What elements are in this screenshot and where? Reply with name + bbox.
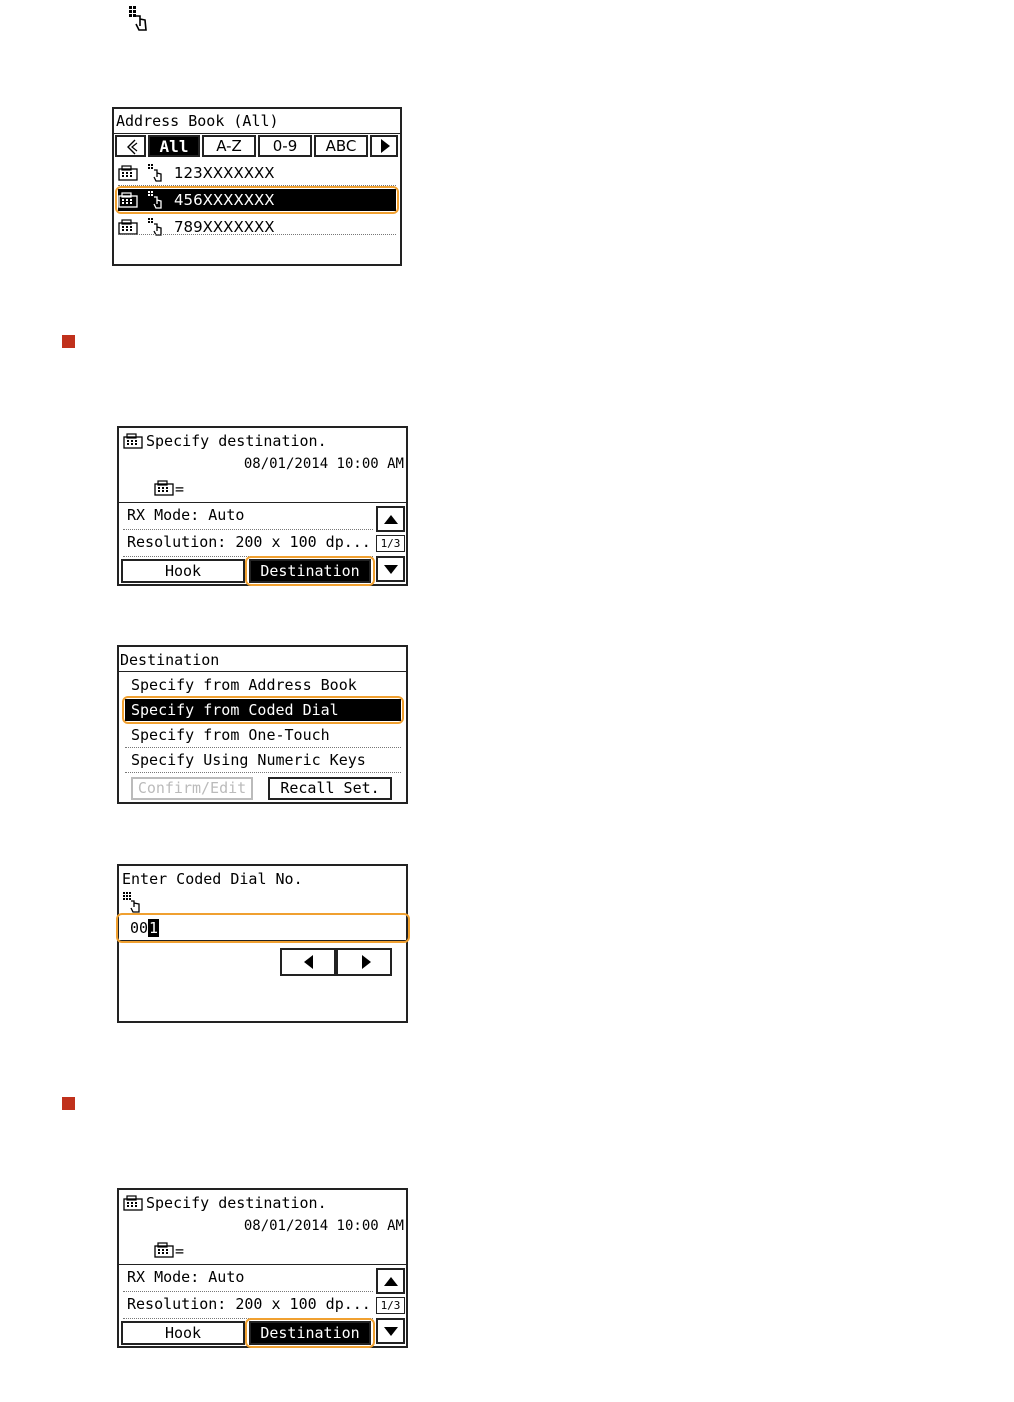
menu-item-one-touch[interactable]: Specify from One-Touch bbox=[131, 726, 330, 744]
setting-resolution[interactable]: Resolution: 200 x 100 dp... bbox=[127, 533, 371, 551]
datetime: 08/01/2014 10:00 AM bbox=[243, 456, 404, 472]
destination-field[interactable]: = bbox=[175, 480, 185, 498]
tab-a-z[interactable]: A-Z bbox=[202, 135, 256, 157]
datetime: 08/01/2014 10:00 AM bbox=[243, 1218, 404, 1234]
address-book-screen bbox=[112, 107, 402, 266]
destination-menu-screen bbox=[117, 645, 408, 804]
entry-number: 789XXXXXXX bbox=[174, 218, 275, 236]
menu-item-label: Specify from Coded Dial bbox=[131, 701, 339, 719]
destination-button[interactable]: Destination bbox=[249, 559, 371, 583]
down-arrow-icon bbox=[384, 565, 398, 574]
coded-dial-icon bbox=[122, 891, 144, 913]
address-book-title: Address Book (All) bbox=[116, 112, 279, 130]
scroll-down-button[interactable] bbox=[376, 1318, 405, 1344]
menu-item-numeric-keys[interactable]: Specify Using Numeric Keys bbox=[131, 751, 366, 769]
coded-dial-title: Enter Coded Dial No. bbox=[122, 870, 303, 888]
tab-next-button[interactable] bbox=[370, 135, 398, 157]
tab-all[interactable]: All bbox=[148, 135, 200, 157]
fax-icon bbox=[118, 165, 138, 181]
selection-highlight bbox=[116, 913, 410, 943]
selection-highlight bbox=[115, 186, 399, 214]
coded-dial-icon bbox=[146, 163, 166, 183]
page-indicator: 1/3 bbox=[376, 1297, 405, 1314]
fax-icon bbox=[123, 1195, 143, 1211]
tab-back-button[interactable] bbox=[115, 135, 146, 157]
up-arrow-icon bbox=[384, 515, 398, 524]
scroll-up-button[interactable] bbox=[376, 506, 405, 532]
page-indicator: 1/3 bbox=[376, 535, 405, 552]
section-bullet bbox=[62, 335, 75, 348]
menu-item-address-book[interactable]: Specify from Address Book bbox=[131, 676, 357, 694]
input-value: 00 bbox=[130, 919, 149, 937]
entry-number: 456XXXXXXX bbox=[174, 191, 275, 209]
left-arrow-icon bbox=[304, 955, 313, 969]
list-item[interactable] bbox=[114, 161, 400, 185]
selection-highlight bbox=[245, 556, 375, 586]
destination-button[interactable]: Destination bbox=[249, 1321, 371, 1345]
setting-rx-mode[interactable]: RX Mode: Auto bbox=[127, 1268, 245, 1286]
destination-field[interactable]: = bbox=[175, 1242, 185, 1260]
tab-abc[interactable]: ABC bbox=[314, 135, 368, 157]
screen-header: Specify destination. bbox=[146, 1194, 327, 1212]
fax-icon bbox=[154, 1242, 174, 1258]
back-arrow-icon bbox=[125, 139, 139, 155]
menu-title: Destination bbox=[120, 651, 220, 669]
tab-0-9[interactable]: 0-9 bbox=[258, 135, 312, 157]
scroll-up-button[interactable] bbox=[376, 1268, 405, 1294]
hook-button[interactable]: Hook bbox=[121, 559, 245, 583]
selection-highlight bbox=[122, 696, 404, 724]
hook-button[interactable]: Hook bbox=[121, 1321, 245, 1345]
right-arrow-icon bbox=[381, 139, 390, 153]
scroll-down-button[interactable] bbox=[376, 556, 405, 582]
cursor-left-button[interactable] bbox=[280, 948, 336, 976]
fax-icon bbox=[154, 480, 174, 496]
fax-icon bbox=[118, 219, 138, 235]
cursor-right-button[interactable] bbox=[336, 948, 392, 976]
fax-icon bbox=[123, 433, 143, 449]
screen-header: Specify destination. bbox=[146, 432, 327, 450]
selection-highlight bbox=[245, 1318, 375, 1348]
input-cursor: 1 bbox=[149, 919, 159, 937]
fax-main-screen bbox=[117, 426, 408, 586]
right-arrow-icon bbox=[362, 955, 371, 969]
section-bullet bbox=[62, 1097, 75, 1110]
recall-settings-button[interactable]: Recall Set. bbox=[268, 777, 392, 800]
coded-dial-icon bbox=[126, 5, 152, 33]
setting-resolution[interactable]: Resolution: 200 x 100 dp... bbox=[127, 1295, 371, 1313]
fax-main-screen bbox=[117, 1188, 408, 1348]
confirm-edit-button[interactable]: Confirm/Edit bbox=[131, 777, 253, 800]
coded-dial-screen bbox=[117, 864, 408, 1023]
list-item[interactable] bbox=[114, 215, 400, 239]
up-arrow-icon bbox=[384, 1277, 398, 1286]
entry-number: 123XXXXXXX bbox=[174, 164, 275, 182]
setting-rx-mode[interactable]: RX Mode: Auto bbox=[127, 506, 245, 524]
down-arrow-icon bbox=[384, 1327, 398, 1336]
